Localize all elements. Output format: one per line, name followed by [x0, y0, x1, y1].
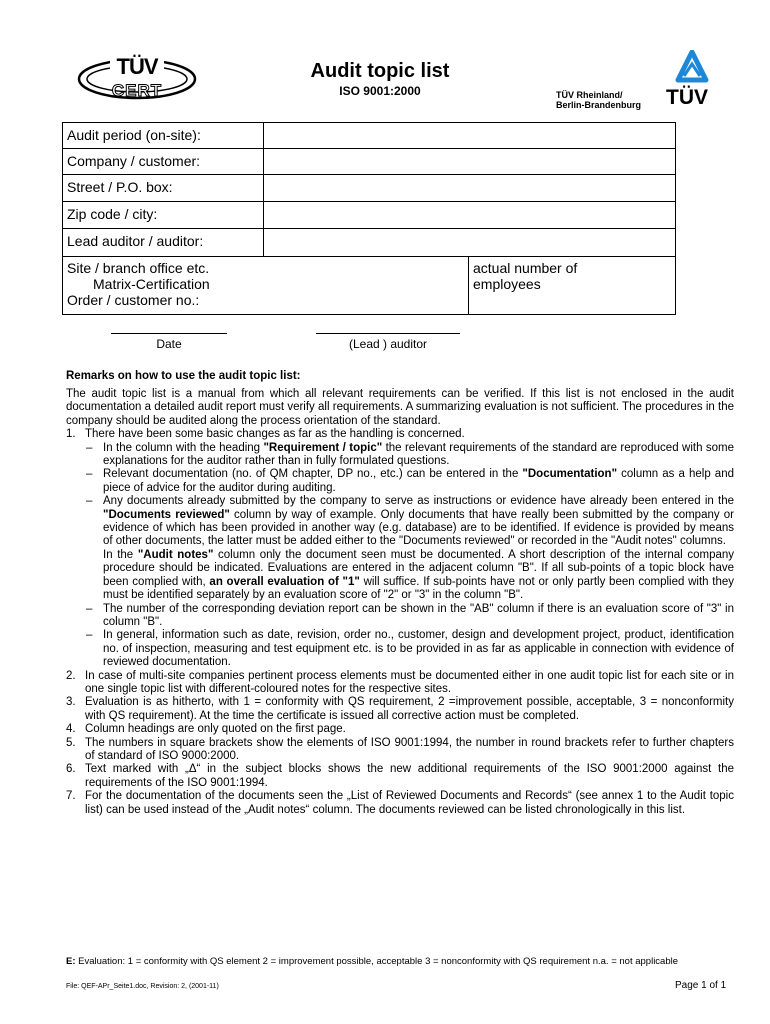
list-item	[66, 790, 734, 817]
dash-bold: an overall evaluation of "1"	[209, 575, 360, 588]
divider	[263, 123, 264, 257]
list-text: For the documentation of the documents seen the „List of Reviewed Documents and Records“ (see annex 1 to the Audit topic list) can be used instead of the „Audit notes“ column. The documents reviewed can be listed chronologically in this list.	[85, 790, 734, 816]
dash-item	[66, 629, 734, 669]
tuv-triangle-logo	[662, 50, 728, 108]
dash-text: column only the document seen must be documented. A short description of the internal company procedure should be indicated. Evaluations are entered in the adjacent column "B". If all sub-points of a topic block have been complied with,	[103, 548, 735, 588]
triangle-icon	[662, 50, 728, 90]
evaluation-legend	[66, 956, 726, 968]
logo-cert-text: CERT	[111, 81, 163, 100]
list-number: 6.	[66, 763, 76, 776]
auditor-label: (Lead ) auditor	[348, 337, 428, 351]
logo-tuv-text: TÜV	[116, 54, 158, 79]
page-subtitle: ISO 9001:2000	[339, 84, 421, 98]
order-label: Order / customer no.:	[67, 292, 200, 308]
remarks-body	[66, 388, 734, 817]
logo-right-text: TÜV	[666, 86, 708, 109]
dash-continuation	[66, 549, 734, 603]
divider	[63, 201, 675, 202]
list-text: There have been some basic changes as far as the handling is concerned.	[85, 428, 465, 441]
dash-text: In the	[103, 548, 138, 561]
list-item	[66, 670, 734, 697]
page-title: Audit topic list	[310, 60, 450, 82]
organization-name	[556, 90, 641, 110]
tuv-cert-logo	[76, 52, 198, 102]
list-item	[66, 723, 734, 736]
file-info: File: QEF-APr_Seite1.doc, Revision: 2, (2001-11)	[66, 983, 219, 990]
dash-item	[66, 603, 734, 630]
dash-text: column as a help and piece of advice for the auditor during auditing.	[103, 468, 734, 494]
dash-bold: "Documentation"	[522, 468, 618, 481]
site-label: Site / branch office etc.	[67, 260, 210, 276]
dash-text: will suffice. If sub-points have not or only partly been complied with they must be identified separately by an evaluation score of "2" or "3" in the column "B".	[103, 575, 735, 602]
dash-bold: "Documents reviewed"	[103, 508, 230, 521]
dash-text: Relevant documentation (no. of QM chapter, DP no., etc.) can be entered in the	[103, 468, 523, 481]
dash-bullet: –	[86, 441, 93, 454]
list-number: 1.	[66, 428, 76, 441]
dash-item	[66, 468, 734, 495]
list-number: 3.	[66, 696, 76, 709]
divider	[63, 148, 675, 149]
date-signature	[111, 333, 227, 351]
dash-text: Any documents already submitted by the company to serve as instructions or evidence have already been entered in the	[103, 495, 734, 508]
dash-text: In general, information such as date, revision, order no., customer, design and development project, product, identification no. of inspection, measuring and test equipment etc. is to be provided in as far as applicable in connection with evidence of reviewed documentation.	[103, 629, 734, 669]
dash-bold: "Requirement / topic"	[263, 441, 383, 454]
dash-bullet: –	[86, 602, 93, 615]
list-number: 2.	[66, 669, 76, 682]
list-number: 5.	[66, 736, 76, 749]
list-number: 7.	[66, 790, 76, 803]
dash-bullet: –	[86, 629, 93, 642]
list-text: Evaluation is as hitherto, with 1 = conformity with QS requirement, 2 =improvement possible, acceptable, 3 = nonconformity with QS requirement). At the time the certificate is issued all corrective action must be completed.	[85, 696, 734, 722]
list-item	[66, 696, 734, 723]
evaluation-text: Evaluation: 1 = conformity with QS element 2 = improvement possible, acceptable 3 = nonconformity with QS requirement n.a. = not applicable	[75, 956, 679, 967]
remarks-intro: The audit topic list is a manual from which all relevant requirements can be verified. If this list is not enclosed in the audit documentation a detailed audit report must verify all requirements. A summarizing evaluation is not sufficient. The procedures in the company should be audited along the process orientation of the standard.	[66, 388, 734, 427]
dash-text: The number of the corresponding deviation report can be shown in the "AB" column if there is an evaluation score of "3" in column "B".	[103, 602, 734, 628]
auditor-signature	[316, 333, 460, 351]
organization-line-2: Berlin-Brandenburg	[556, 100, 642, 110]
date-label: Date	[156, 337, 182, 351]
organization-line-1: TÜV Rheinland/	[556, 90, 623, 100]
divider	[63, 228, 675, 229]
company-label: Company / customer:	[67, 153, 201, 169]
list-number: 4.	[66, 723, 76, 736]
employees-label-line-1: actual number of	[473, 260, 578, 276]
street-label: Street / P.O. box:	[67, 179, 173, 195]
page-number: Page 1 of 1	[675, 980, 727, 991]
dash-text: In the column with the heading	[103, 441, 264, 454]
dash-bullet: –	[86, 468, 93, 481]
list-text: The numbers in square brackets show the elements of ISO 9001:1994, the number in round brackets refer to further chapters of standard of ISO 9000:2000.	[85, 736, 734, 762]
dash-item	[66, 442, 734, 469]
list-text: In case of multi-site companies pertinent process elements must be documented either in one audit topic list for each site or in one single topic list with different-coloured notes for the respective sites.	[85, 669, 734, 695]
signature-line	[316, 333, 460, 334]
remarks-heading: Remarks on how to use the audit topic list:	[66, 370, 301, 382]
list-item	[66, 737, 734, 764]
dash-text: column by way of example. Only documents that have really been submitted by the company or evidence of which has been provided in another way (e.g. database) are to be identified. If evidence is provided by means of other documents, the latter must be added either to the "Documents reviewed" or recorded in the "Audit notes" columns.	[103, 508, 734, 548]
dash-text: the relevant requirements of the standard are reproduced with some explanations for the auditor rather than in fully formulated questions.	[103, 441, 734, 468]
dash-bullet: –	[86, 495, 93, 508]
divider	[63, 174, 675, 175]
signature-line	[111, 333, 227, 334]
list-item	[66, 428, 734, 441]
lead-auditor-label: Lead auditor / auditor:	[67, 233, 204, 249]
list-item	[66, 763, 734, 790]
evaluation-label: E:	[66, 956, 76, 967]
list-text: Column headings are only quoted on the first page.	[85, 723, 346, 736]
divider	[63, 256, 675, 257]
audit-info-table	[62, 122, 676, 315]
audit-period-label: Audit period (on-site):	[67, 127, 201, 143]
zip-label: Zip code / city:	[67, 206, 158, 222]
list-text: Text marked with „Δ“ in the subject blocks shows the new additional requirements of the ISO 9001:2000 against the requirements of the ISO 9001:1994.	[85, 763, 734, 789]
divider	[468, 257, 469, 314]
matrix-label: Matrix-Certification	[93, 276, 210, 292]
dash-bold: "Audit notes"	[137, 548, 214, 561]
employees-label-line-2: employees	[473, 276, 541, 292]
dash-item	[66, 495, 734, 549]
